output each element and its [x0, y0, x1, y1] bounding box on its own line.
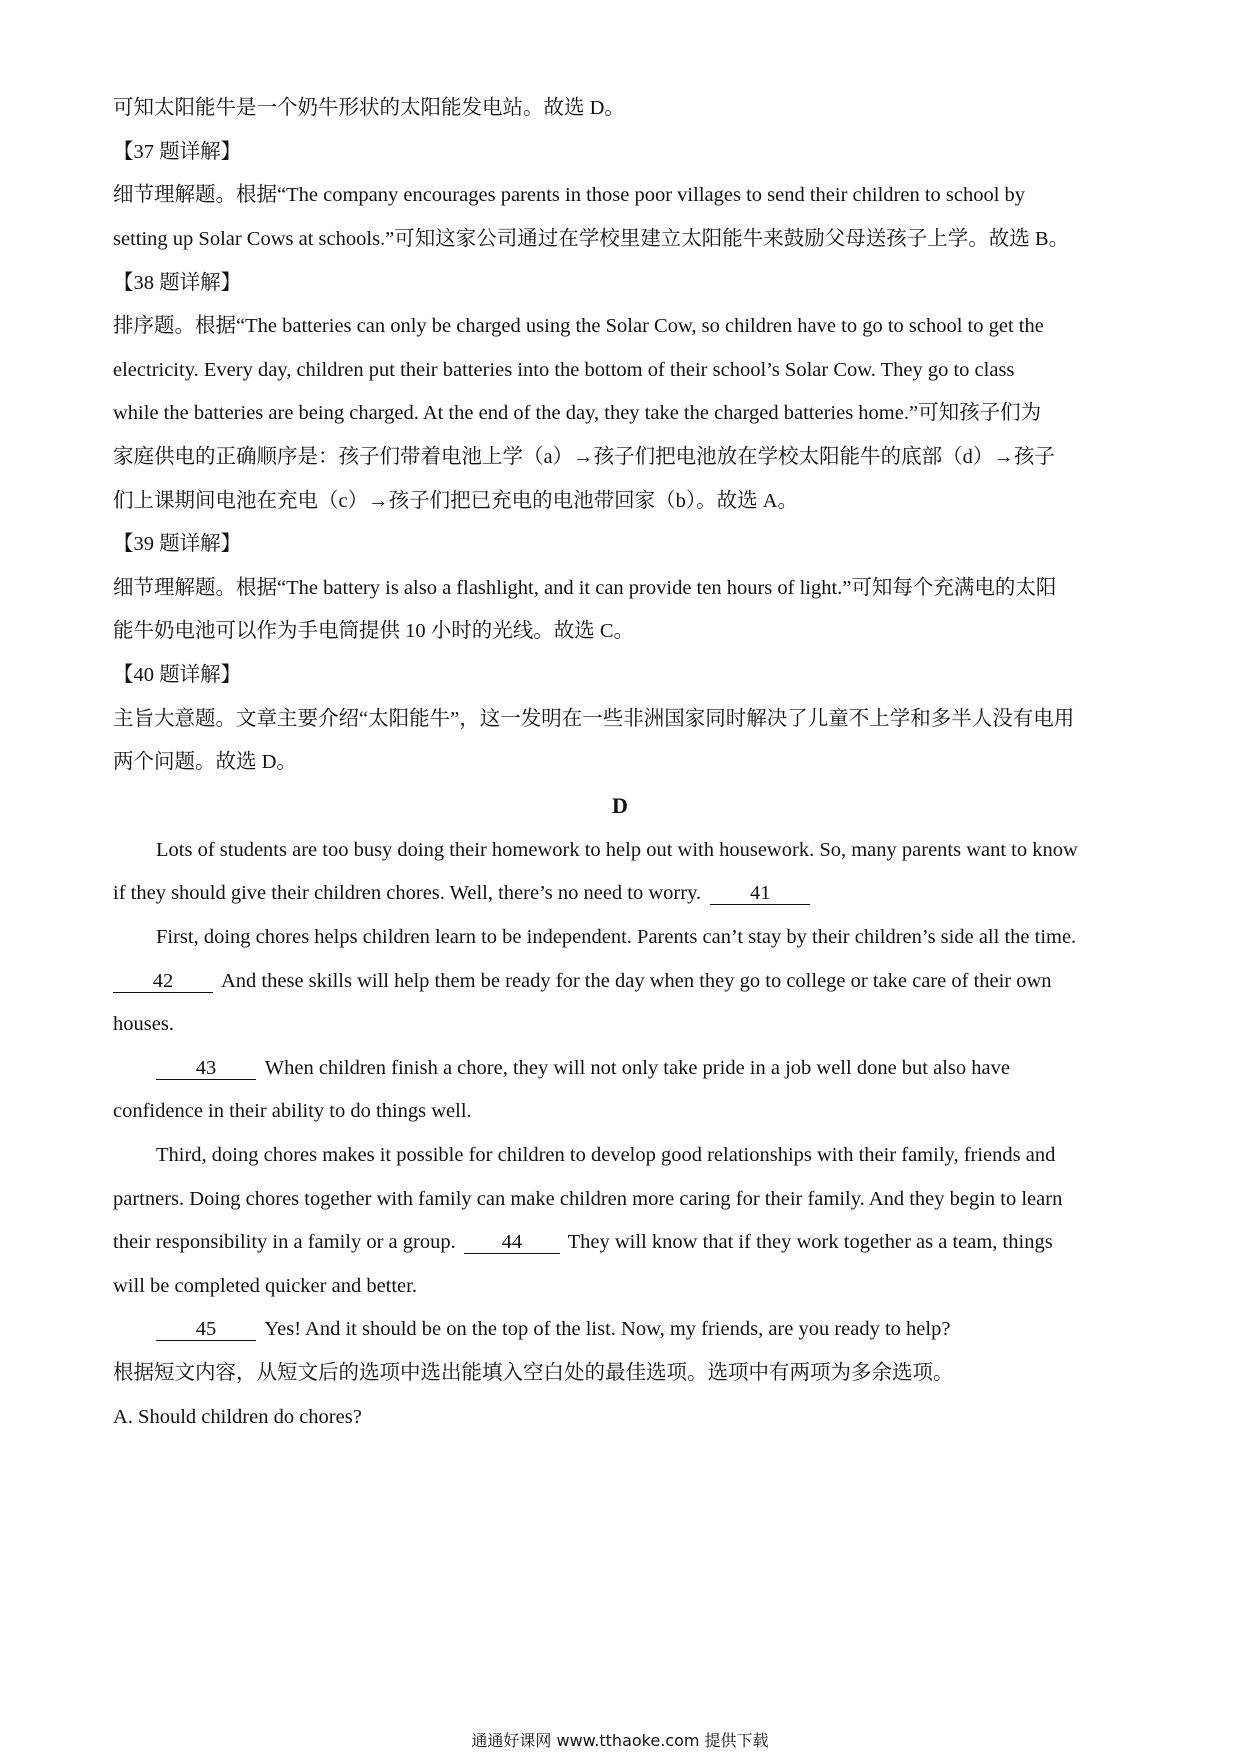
para3-line-2: confidence in their ability to do things well.	[113, 1100, 472, 1122]
para5-text: Yes! And it should be on the top of the list. Now, my friends, are you ready to help?	[264, 1318, 951, 1340]
q39-heading: 【39 题详解】	[113, 533, 242, 555]
para2-text: And these skills will help them be ready for the day when they go to college or take care of their own	[221, 970, 1052, 992]
para3-text: When children finish a chore, they will not only take pride in a job well done but also have	[264, 1057, 1010, 1079]
para4-line-2: partners. Doing chores together with family can make children more caring for their family. And they begin to learn	[113, 1188, 1063, 1210]
q37-line-1: 细节理解题。根据“The company encourages parents in those poor villages to send their children to school by	[113, 184, 1026, 206]
q40-line-2: 两个问题。故选 D。	[113, 751, 297, 773]
para3-line-1	[156, 1055, 1176, 1081]
para1-line-2	[113, 880, 1133, 906]
blank-42[interactable]: 42	[113, 970, 213, 993]
para1-text: if they should give their children chores. Well, there’s no need to worry.	[113, 882, 702, 904]
q38-line-3: while the batteries are being charged. At the end of the day, they take the charged batteries home.”可知孩子们为	[113, 402, 1042, 424]
para4-line-3	[113, 1229, 1133, 1255]
q39-line-1: 细节理解题。根据“The battery is also a flashlight, and it can provide ten hours of light.”可知每个充满电的太阳	[113, 577, 1057, 599]
q38-line-2: electricity. Every day, children put their batteries into the bottom of their school’s Solar Cow. They go to class	[113, 359, 1015, 381]
q38-line-4: 家庭供电的正确顺序是：孩子们带着电池上学（a）→孩子们把电池放在学校太阳能牛的底部（d）→孩子	[113, 446, 1055, 468]
q37-line-2: setting up Solar Cows at schools.”可知这家公司通过在学校里建立太阳能牛来鼓励父母送孩子上学。故选 B。	[113, 228, 1070, 250]
q38-line-5: 们上课期间电池在充电（c）→孩子们把已充电的电池带回家（b）。故选 A。	[113, 490, 799, 512]
para2-line-2	[113, 968, 1133, 994]
page-footer: 通通好课网 www.tthaoke.com 提供下载	[471, 1731, 769, 1750]
para5-line-1	[156, 1316, 1176, 1342]
q39-line-2: 能牛奶电池可以作为手电筒提供 10 小时的光线。故选 C。	[113, 620, 635, 642]
instruction-text: 根据短文内容，从短文后的选项中选出能填入空白处的最佳选项。选项中有两项为多余选项。	[113, 1362, 954, 1384]
section-title: D	[612, 793, 628, 818]
para4-line-4: will be completed quicker and better.	[113, 1275, 417, 1297]
q38-line-1: 排序题。根据“The batteries can only be charged using the Solar Cow, so children have to go to school to get the	[113, 315, 1044, 337]
blank-44[interactable]: 44	[464, 1231, 560, 1254]
para2-line-1: First, doing chores helps children learn to be independent. Parents can’t stay by their children’s side all the time.	[156, 926, 1077, 948]
q40-heading: 【40 题详解】	[113, 664, 242, 686]
q38-heading: 【38 题详解】	[113, 272, 242, 294]
para4-line-1: Third, doing chores makes it possible for children to develop good relationships with their family, friends and	[156, 1144, 1056, 1166]
para2-line-3: houses.	[113, 1013, 174, 1035]
para4-text-b: They will know that if they work together as a team, things	[567, 1231, 1053, 1253]
blank-45[interactable]: 45	[156, 1318, 256, 1341]
q37-heading: 【37 题详解】	[113, 141, 242, 163]
para4-text-a: their responsibility in a family or a group.	[113, 1231, 456, 1253]
blank-43[interactable]: 43	[156, 1057, 256, 1080]
answer-36-conclusion: 可知太阳能牛是一个奶牛形状的太阳能发电站。故选 D。	[113, 97, 625, 119]
option-a: A. Should children do chores?	[113, 1406, 362, 1428]
para1-line-1: Lots of students are too busy doing their homework to help out with housework. So, many parents want to know	[156, 839, 1078, 861]
blank-41[interactable]: 41	[710, 882, 810, 905]
q40-line-1: 主旨大意题。文章主要介绍“太阳能牛”，这一发明在一些非洲国家同时解决了儿童不上学和多半人没有电用	[113, 708, 1075, 730]
